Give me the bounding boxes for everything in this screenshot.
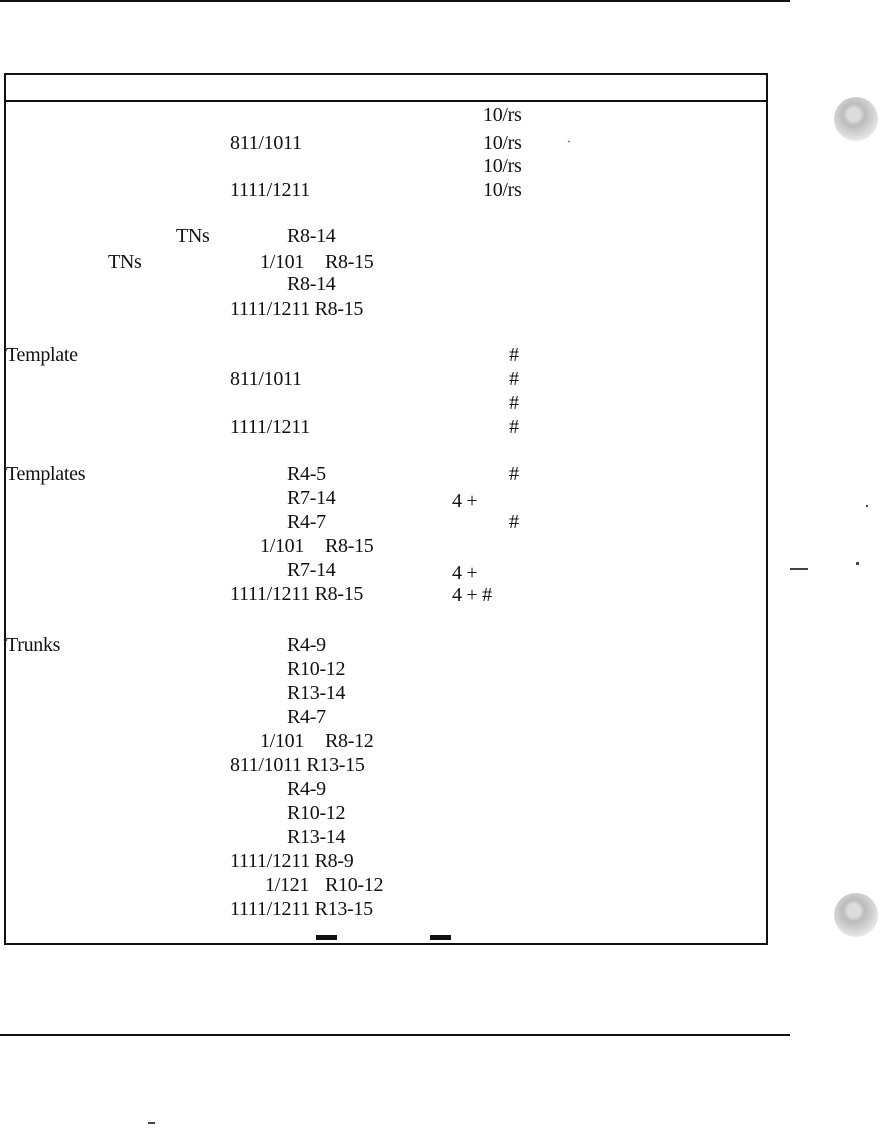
trunks-range-2: R10-12: [287, 658, 346, 680]
templates-range-1: R4-5: [287, 463, 326, 485]
templates-range-5: R7-14: [287, 559, 336, 581]
templates-range-2: R7-14: [287, 487, 336, 509]
trunks-range-8: R10-12: [287, 802, 346, 824]
scan-speck-3: [866, 505, 868, 507]
scan-speck-4: [148, 1122, 155, 1124]
templates-range-3: R4-7: [287, 511, 326, 533]
table-header-rule: [6, 100, 766, 102]
scan-speck-2: [856, 562, 859, 565]
punch-hole-top: [834, 97, 878, 141]
template-range-2: 811/1011: [230, 368, 302, 390]
trunks-range-5b: R8-12: [325, 730, 374, 752]
cell-rate-2: 10/rs: [483, 132, 522, 154]
templates-label: Templates: [6, 463, 86, 485]
tns-label-a: TNs: [176, 225, 210, 247]
trunks-range-4: R4-7: [287, 706, 326, 728]
templates-value-5: 4 +: [452, 562, 478, 584]
tick-mark: `: [567, 138, 571, 152]
table-frame: [4, 73, 768, 945]
tns-range-1: R8-14: [287, 225, 336, 247]
templates-range-4b: R8-15: [325, 535, 374, 557]
trunks-range-3: R13-14: [287, 682, 346, 704]
tns-range-2b: R8-15: [325, 251, 374, 273]
scan-speck-1: [790, 568, 808, 570]
trunks-range-5a: 1/101: [260, 730, 305, 752]
bottom-rule: [0, 1034, 790, 1036]
tns-range-4: 1111/1211 R8-15: [230, 298, 364, 320]
cell-rate-3: 10/rs: [483, 155, 522, 177]
trunks-range-12: 1111/1211 R13-15: [230, 898, 373, 920]
dash-mark-1: [316, 935, 337, 940]
trunks-range-10: 1111/1211 R8-9: [230, 850, 354, 872]
templates-value-6: 4 + #: [452, 584, 492, 606]
template-hash-1: #: [509, 344, 519, 366]
cell-range-4: 1111/1211: [230, 179, 310, 201]
tns-label-b: TNs: [108, 251, 142, 273]
trunks-label: Trunks: [6, 634, 61, 656]
templates-value-2: 4 +: [452, 490, 478, 512]
trunks-range-7: R4-9: [287, 778, 326, 800]
cell-range-2: 811/1011: [230, 132, 302, 154]
punch-hole-bottom: [834, 893, 878, 937]
cell-rate-4: 10/rs: [483, 179, 522, 201]
template-label: Template: [6, 344, 78, 366]
dash-mark-2: [430, 935, 451, 940]
trunks-range-11a: 1/121: [265, 874, 310, 896]
template-hash-4: #: [509, 416, 519, 438]
templates-value-1: #: [509, 463, 519, 485]
templates-value-3: #: [509, 511, 519, 533]
trunks-range-9: R13-14: [287, 826, 346, 848]
trunks-range-1: R4-9: [287, 634, 326, 656]
top-rule: [0, 0, 790, 2]
templates-range-4a: 1/101: [260, 535, 305, 557]
templates-range-6: 1111/1211 R8-15: [230, 583, 364, 605]
cell-rate-1: 10/rs: [483, 104, 522, 126]
tns-range-2a: 1/101: [260, 251, 305, 273]
template-range-4: 1111/1211: [230, 416, 310, 438]
tns-range-3: R8-14: [287, 273, 336, 295]
template-hash-2: #: [509, 368, 519, 390]
template-hash-3: #: [509, 392, 519, 414]
trunks-range-6: 811/1011 R13-15: [230, 754, 365, 776]
trunks-range-11b: R10-12: [325, 874, 384, 896]
